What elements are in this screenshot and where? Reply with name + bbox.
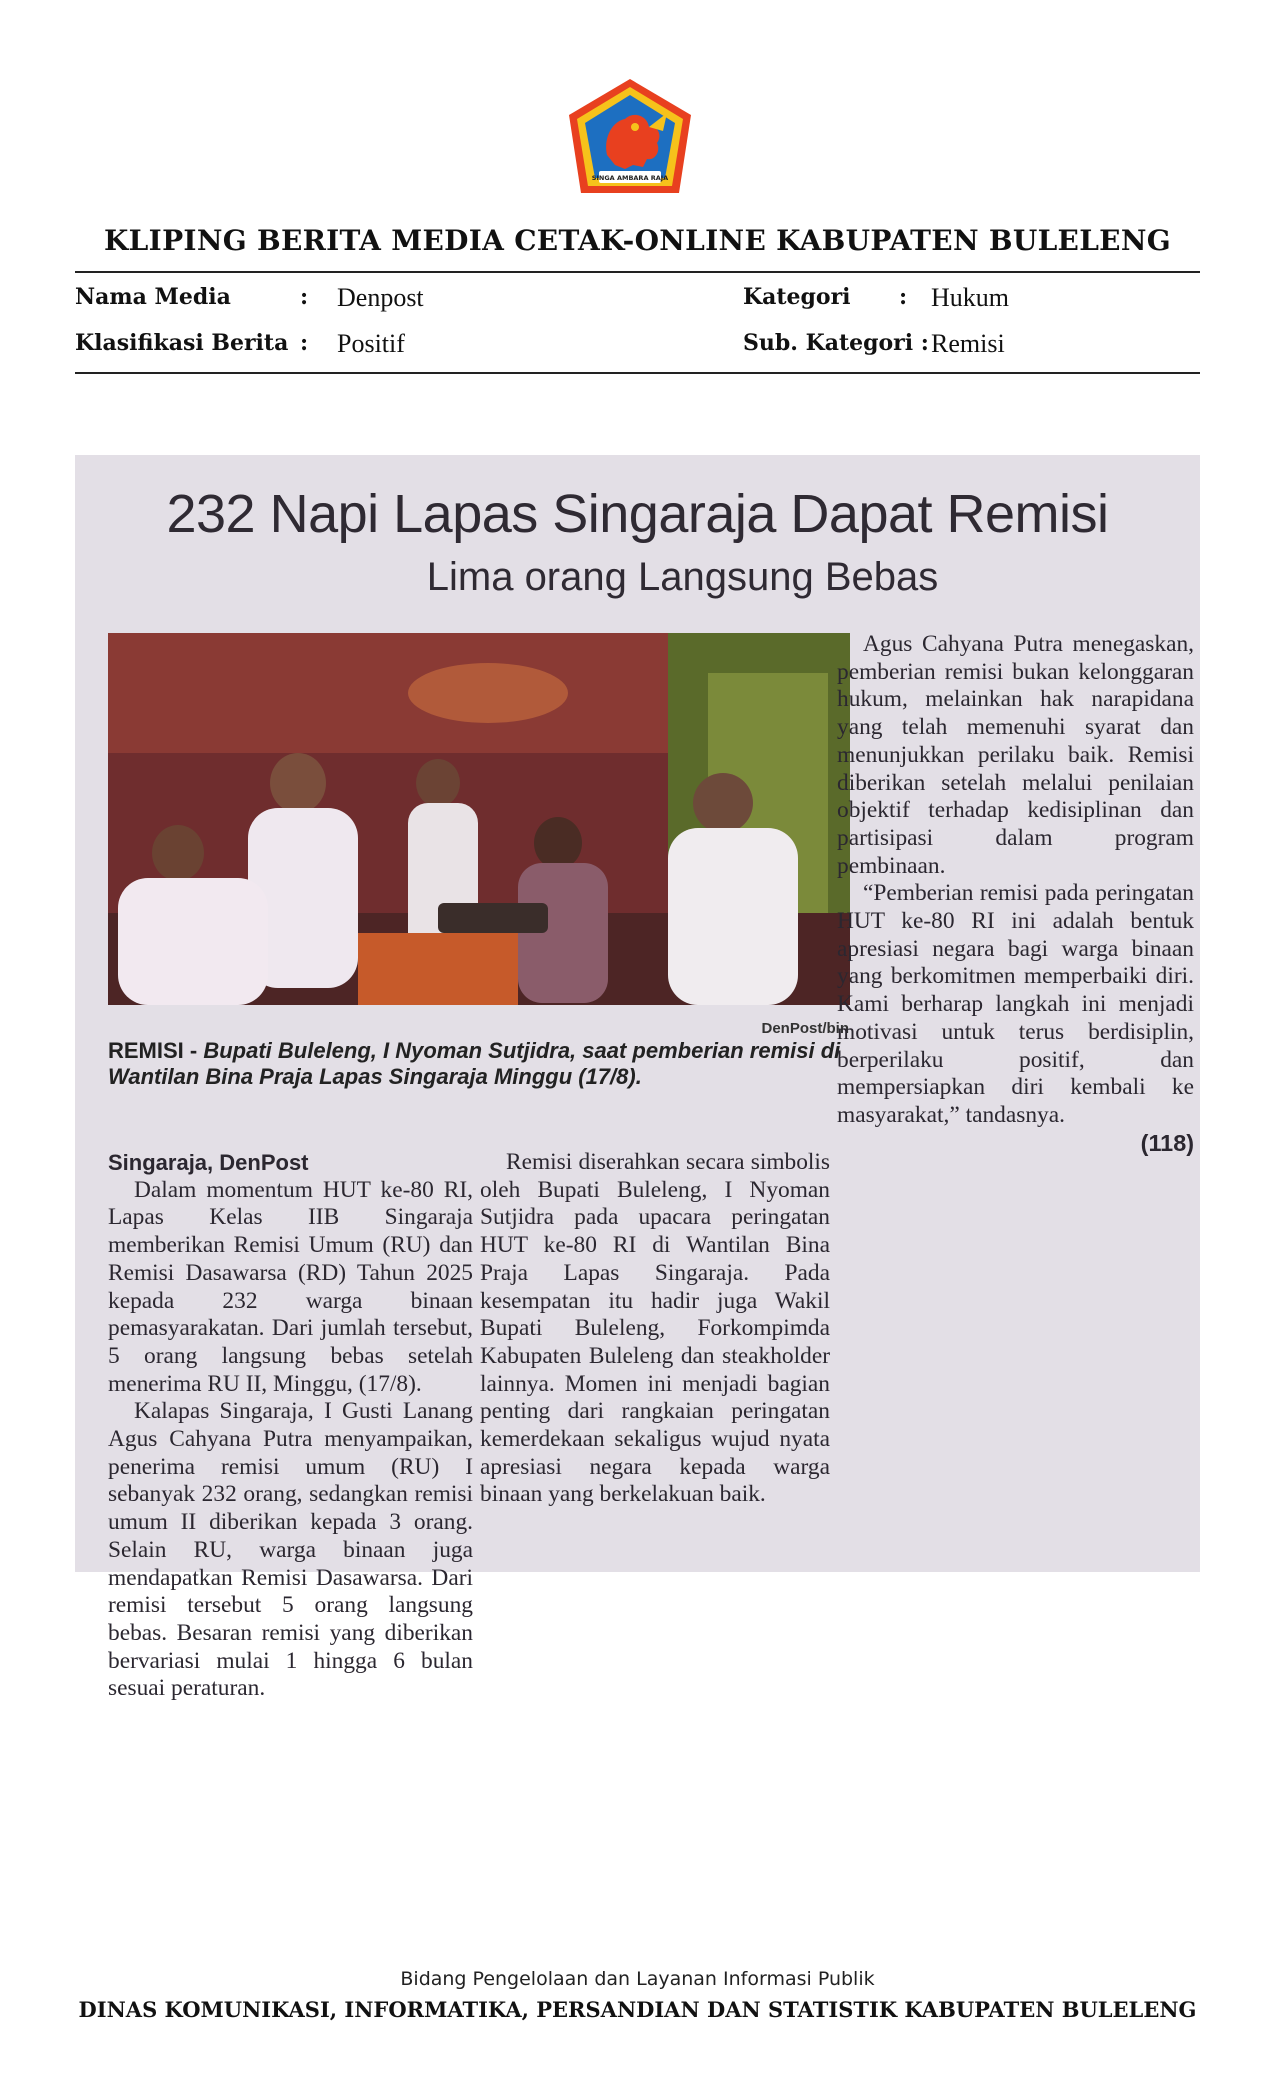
article-paragraph: “Pemberian remisi pada peringatan HUT ke-80 RI ini adalah bentuk apresiasi negara bagi warga binaan yang berkomitmen memperbaiki diri. Kami berharap langkah ini menjadi motivasi untuk terus berdisiplin, berperilaku positif, dan mempersiapkan diri kembali ke masyarakat,” tandasnya. bbox=[837, 880, 1194, 1128]
singa-ambara-raja-logo bbox=[563, 75, 697, 199]
kategori-value: Hukum bbox=[931, 283, 1009, 312]
article-column-3 bbox=[837, 631, 1194, 1158]
photo-caption bbox=[108, 1038, 853, 1090]
logo-emblem-icon bbox=[563, 75, 697, 199]
klasifikasi-label: Klasifikasi Berita bbox=[75, 330, 289, 356]
article-column-2 bbox=[480, 1149, 830, 1569]
article-subheadline: Lima orang Langsung Bebas bbox=[426, 555, 939, 599]
article-paragraph: Kalapas Singaraja, I Gusti Lanang Agus Cahyana Putra menyampaikan, penerima remisi umum (RU) I sebanyak 232 orang, sedangkan remisi umum II diberikan kepada 3 orang. Selain RU, warga binaan juga mendapatkan Remisi Dasawarsa. Dari remisi tersebut 5 orang langsung bebas. Besaran remisi yang diberikan bervariasi mulai 1 hingga 6 bulan sesuai peraturan. bbox=[108, 1398, 473, 1702]
article-paragraph: Dalam momentum HUT ke-80 RI, Lapas Kelas IIB Singaraja memberikan Remisi Umum (RU) dan Remisi Dasawarsa (RD) Tahun 2025 kepada 232 warga binaan pemasyarakatan. Dari jumlah tersebut, 5 orang langsung bebas setelah menerima RU II, Minggu, (17/8). bbox=[108, 1176, 473, 1397]
header-rule-top bbox=[75, 271, 1200, 273]
article-paragraph: Agus Cahyana Putra menegaskan, pemberian remisi bukan kelonggaran hukum, melainkan hak narapidana yang telah memenuhi syarat dan menunjukkan perilaku baik. Remisi diberikan setelah melalui penilaian objektif terhadap kedisiplinan dan partisipasi dalam program pembinaan. bbox=[837, 631, 1194, 879]
article-headline: 232 Napi Lapas Singaraja Dapat Remisi bbox=[166, 484, 1109, 544]
article-dateline: Singaraja, DenPost bbox=[108, 1150, 309, 1175]
article-column-1 bbox=[108, 1149, 473, 1702]
kategori-label: Kategori bbox=[743, 284, 851, 310]
newspaper-clipping bbox=[75, 455, 1200, 1702]
sub-kategori-value: Remisi bbox=[931, 329, 1005, 358]
nama-media-colon: : bbox=[300, 284, 309, 310]
caption-text: Bupati Buleleng, I Nyoman Sutjidra, saat pemberian remisi di Wantilan Bina Praja Lapas Singaraja Minggu (17/8). bbox=[108, 1038, 841, 1089]
footer-agency: DINAS KOMUNIKASI, INFORMATIKA, PERSANDIAN DAN STATISTIK KABUPATEN BULELENG bbox=[78, 1997, 1197, 2022]
article-photo bbox=[108, 633, 850, 1005]
caption-lead: REMISI - bbox=[108, 1038, 204, 1063]
klasifikasi-colon: : bbox=[300, 330, 309, 356]
nama-media-value: Denpost bbox=[337, 283, 424, 312]
logo-motto: SINGA AMBARA RAJA bbox=[591, 174, 669, 182]
nama-media-label: Nama Media bbox=[75, 284, 231, 310]
header-rule-bottom bbox=[75, 372, 1200, 374]
sub-kategori-label: Sub. Kategori : bbox=[743, 330, 929, 356]
klasifikasi-value: Positif bbox=[337, 329, 405, 358]
article-signature: (118) bbox=[1140, 1129, 1194, 1156]
page-title: KLIPING BERITA MEDIA CETAK-ONLINE KABUPATEN BULELENG bbox=[104, 224, 1171, 257]
photo-credit: DenPost/bin bbox=[761, 1020, 849, 1037]
footer-department: Bidang Pengelolaan dan Layanan Informasi Publik bbox=[400, 1968, 875, 1990]
kategori-colon: : bbox=[899, 284, 908, 310]
article-paragraph: Remisi diserahkan secara simbolis oleh Bupati Buleleng, I Nyoman Sutjidra pada upacara peringatan HUT ke-80 RI di Wantilan Bina Praja Lapas Singaraja. Pada kesempatan itu hadir juga Wakil Bupati Buleleng, Forkompimda Kabupaten Buleleng dan steakholder lainnya. Momen ini menjadi bagian penting dari rangkaian peringatan kemerdekaan sekaligus wujud nyata apresiasi negara kepada warga binaan yang berkelakuan baik. bbox=[480, 1149, 830, 1508]
